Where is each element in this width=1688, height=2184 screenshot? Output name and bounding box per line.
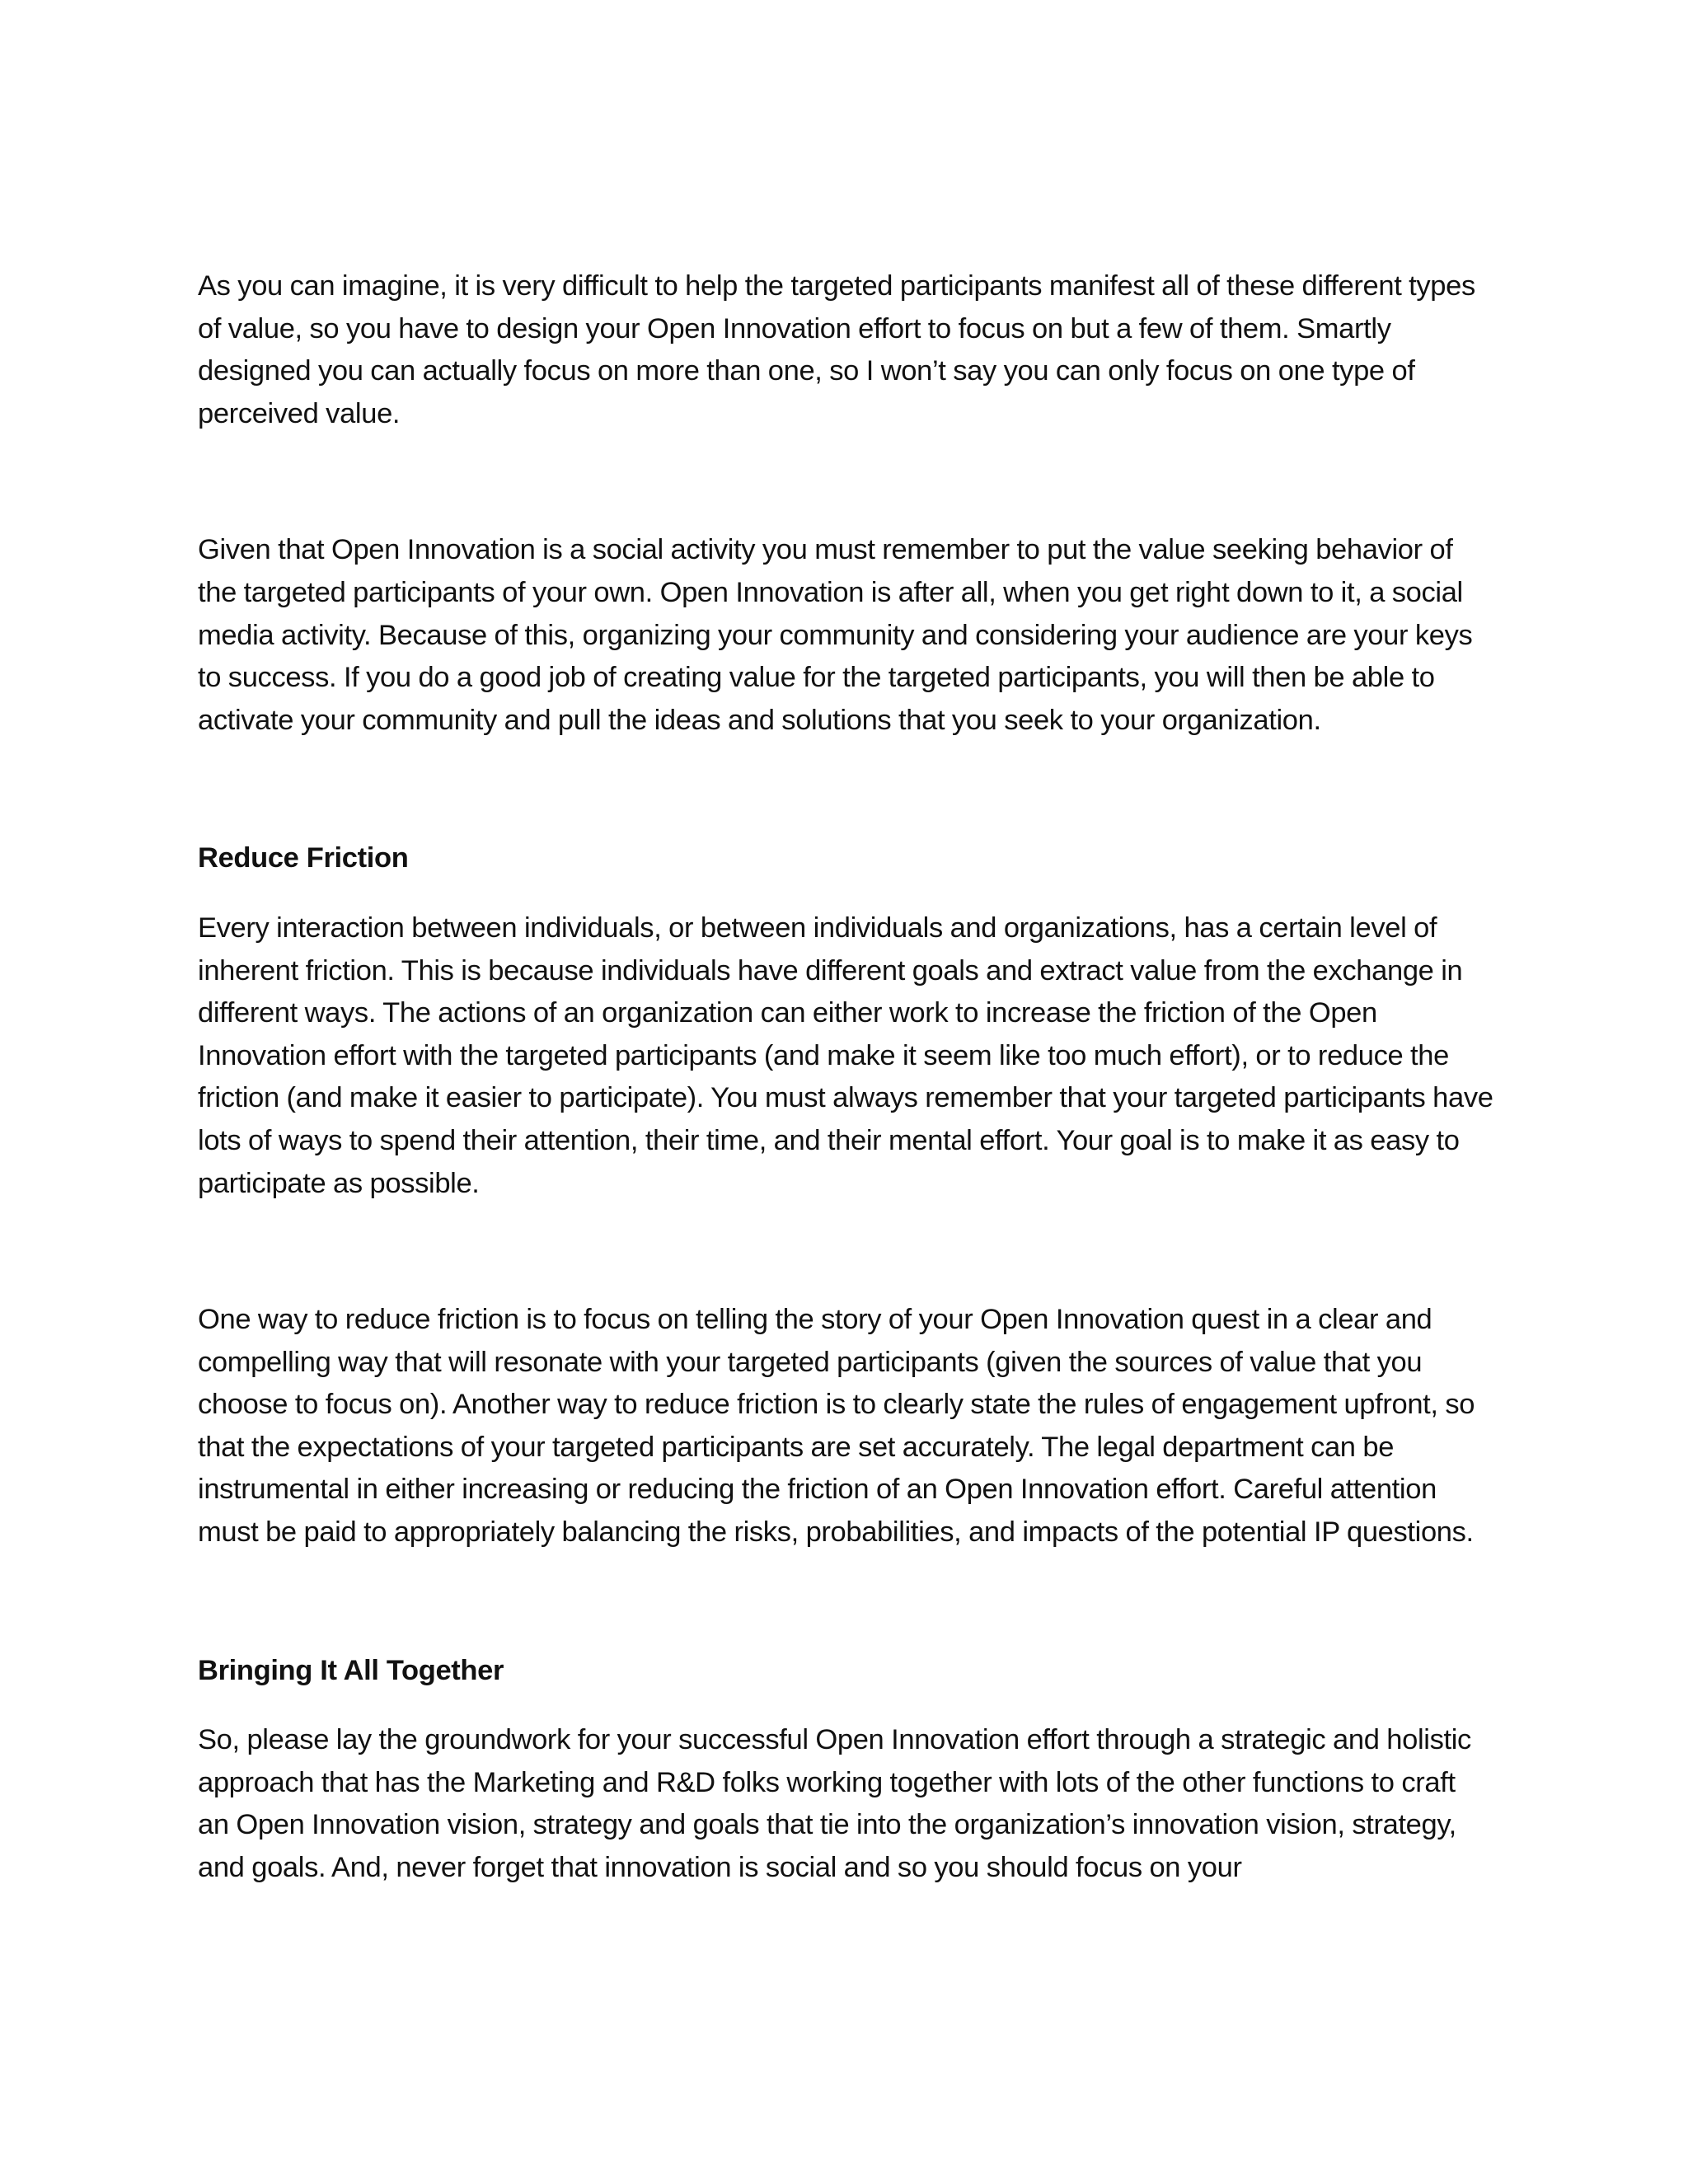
document-page — [198, 265, 1493, 1890]
heading-bringing-together: Bringing It All Together — [198, 1654, 504, 1686]
paragraph-social-activity: Given that Open Innovation is a social activity you must remember to put the value seeking behavior of the targeted participants of your own. Open Innovation is after all, when you get right down to it, a social media activity. Because of this, organizing your community and considering your audience are your keys to success. If you do a good job of creating value for the targeted participants, you will then be able to activate your community and pull the ideas and solutions that you seek to your organization. — [198, 534, 1473, 736]
heading-spacer — [198, 1692, 1493, 1719]
paragraph-groundwork: So, please lay the groundwork for your successful Open Innovation effort through a strategic and holistic approach that has the Marketing and R&D folks working together with lots of the other functions to craft an Open Innovation vision, strategy and goals that tie into the organization’s innovation vision, strategy, and goals. And, never forget that innovation is social and so you should focus on your — [198, 1724, 1471, 1884]
heading-reduce-friction: Reduce Friction — [198, 842, 409, 874]
paragraph-spacer — [198, 1554, 1493, 1650]
heading-spacer — [198, 880, 1493, 907]
paragraph-perceived-value: As you can imagine, it is very difficult to help the targeted participants manifest all of these different types of value, so you have to design your Open Innovation effort to focus on but a few of them. Smartly designed you can actually focus on more than one, so I won’t say you can only focus on one type of perceived value. — [198, 270, 1475, 429]
paragraph-spacer — [198, 435, 1493, 529]
paragraph-inherent-friction: Every interaction between individuals, or between individuals and organizations, has a certain level of inherent friction. This is because individuals have different goals and extract value from the exchange in different ways. The actions of an organization can either work to increase the friction of the Open Innovation effort with the targeted participants (and make it seem like too much effort), or to reduce the friction (and make it easier to participate). You must always remember that your targeted participants have lots of ways to spend their attention, their time, and their mental effort. Your goal is to make it as easy to participate as possible. — [198, 912, 1493, 1199]
paragraph-spacer — [198, 742, 1493, 837]
paragraph-storytelling: One way to reduce friction is to focus on telling the story of your Open Innovation quest in a clear and compelling way that will resonate with your targeted participants (given the sources of value that you choose to focus on). Another way to reduce friction is to clearly state the rules of engagement upfront, so that the expectations of your targeted participants are set accurately. The legal department can be instrumental in either increasing or reducing the friction of an Open Innovation effort. Careful attention must be paid to appropriately balancing the risks, probabilities, and impacts of the potential IP questions. — [198, 1304, 1475, 1549]
paragraph-spacer — [198, 1205, 1493, 1299]
